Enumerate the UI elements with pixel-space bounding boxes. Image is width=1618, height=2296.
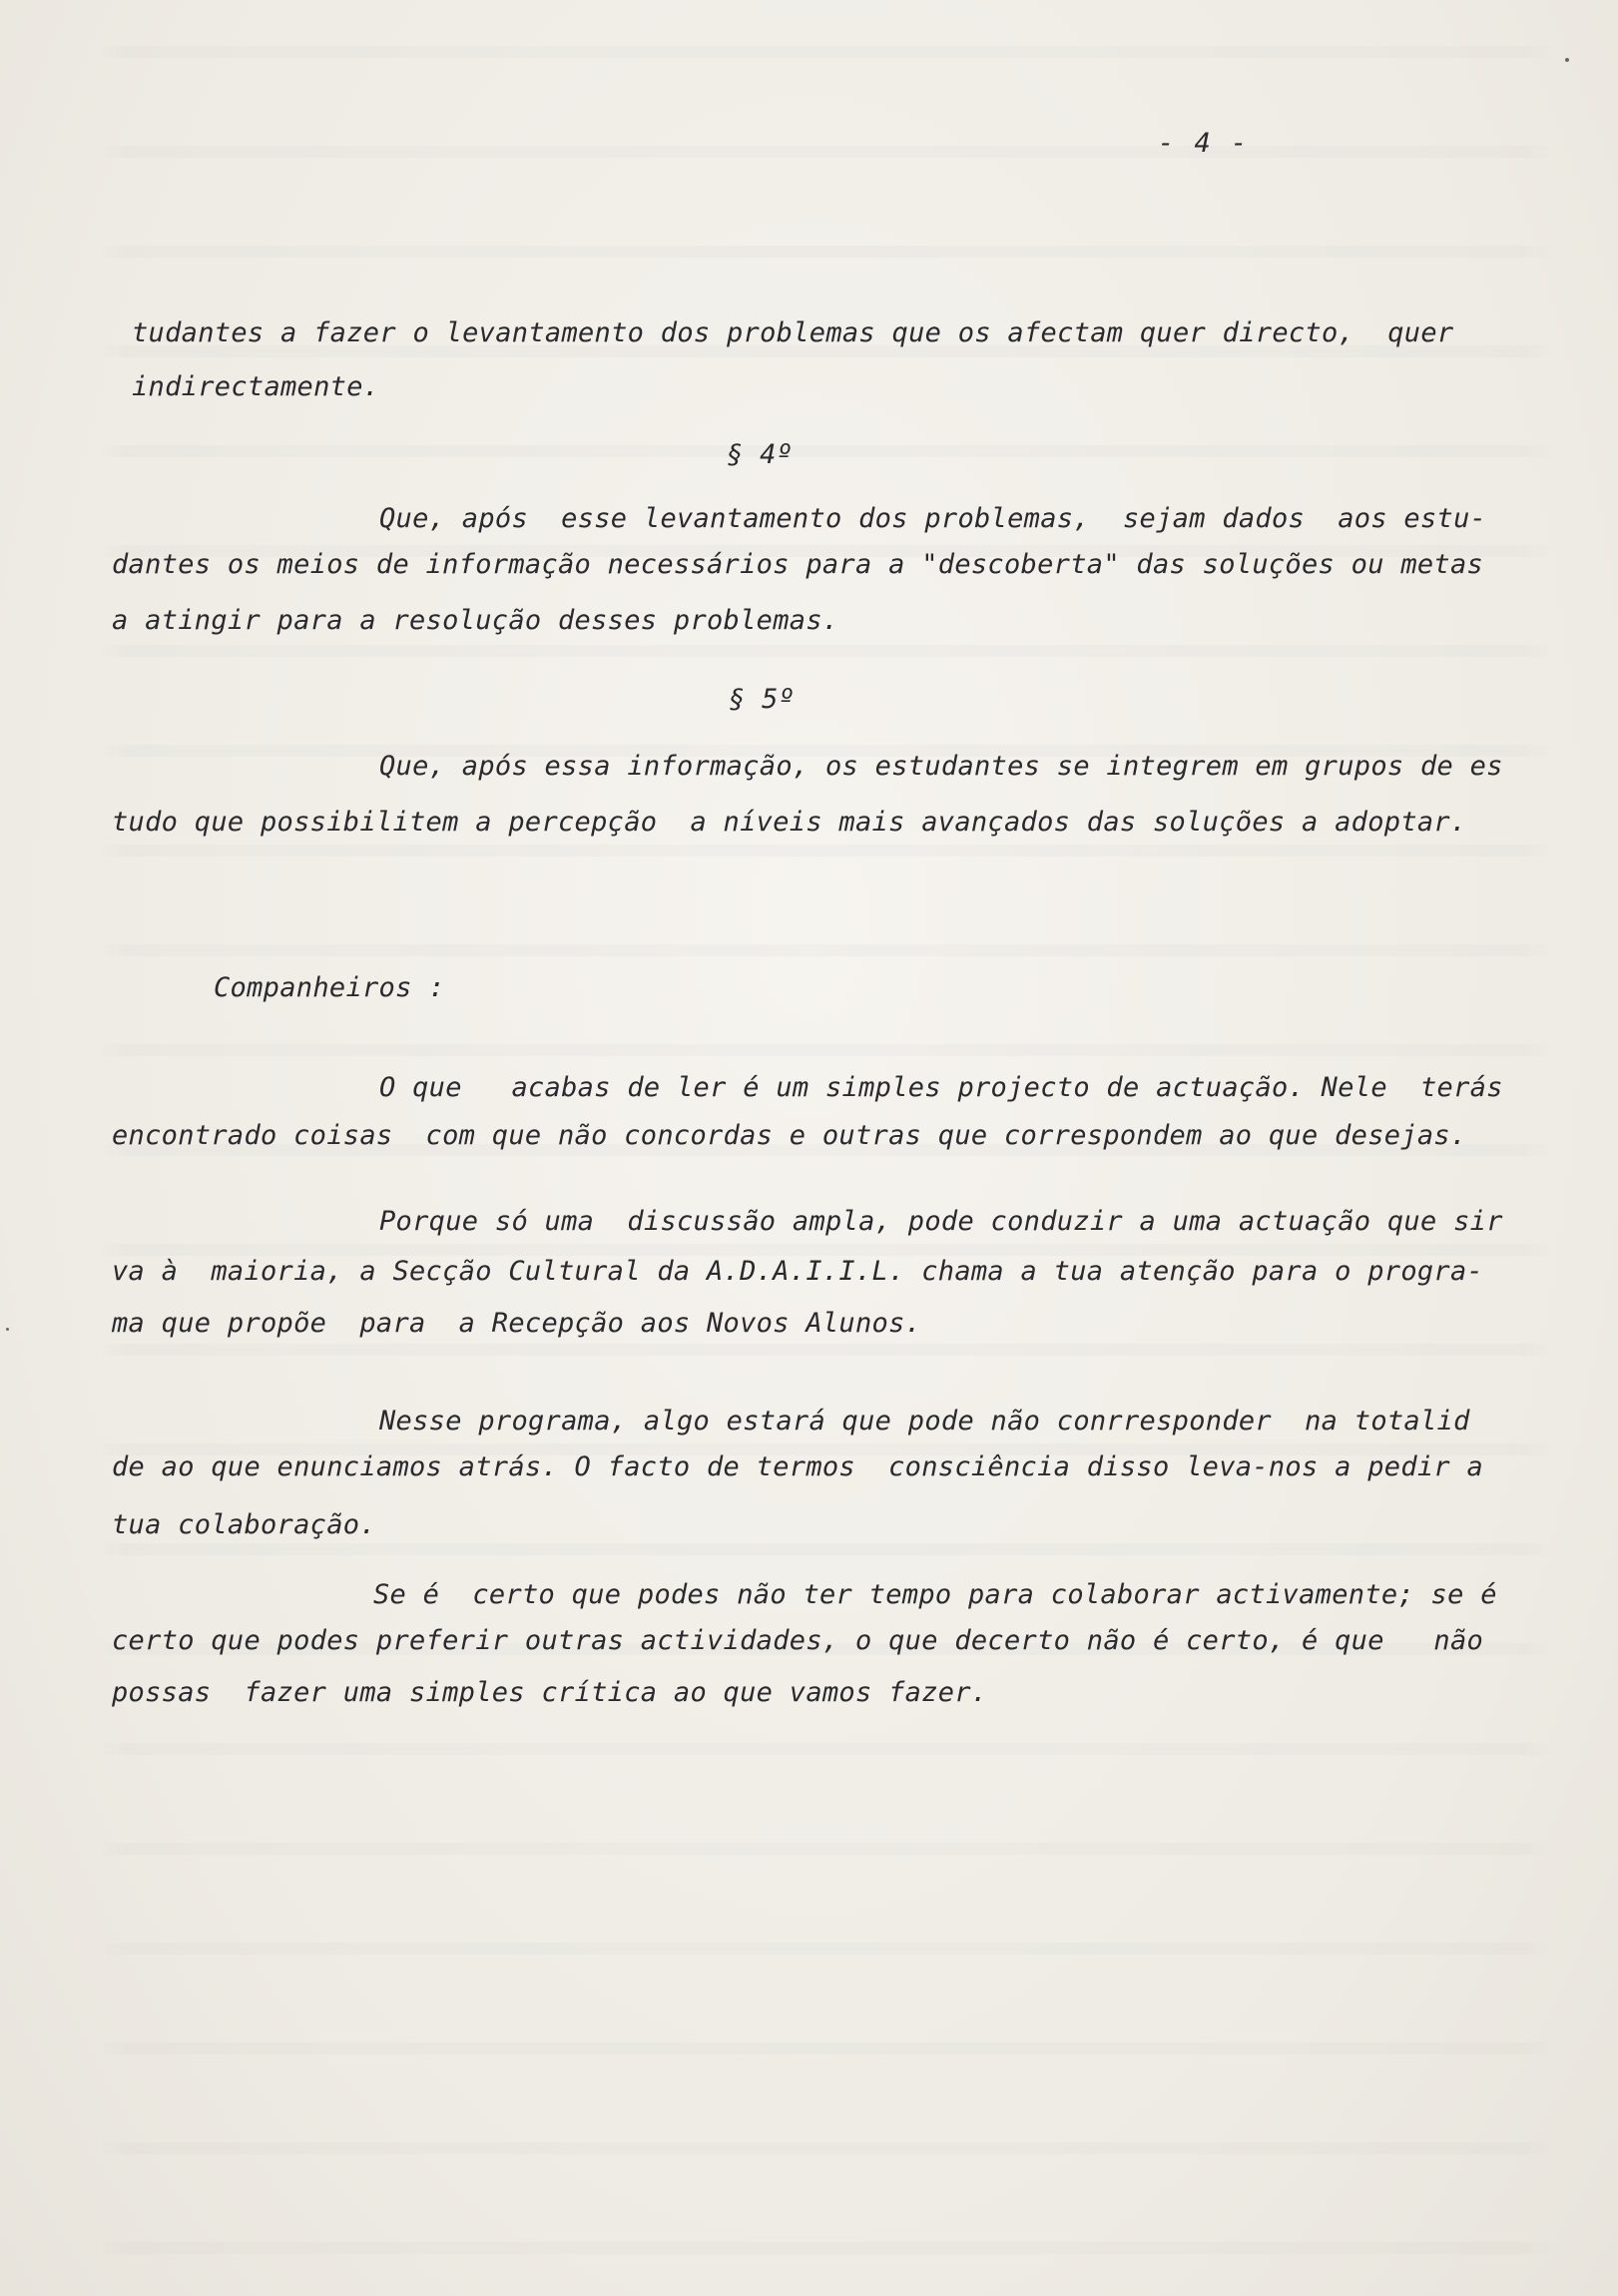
section5-line1: Que, após essa informação, os estudantes se integrem em grupos de es bbox=[379, 751, 1503, 782]
para3-line1: Porque só uma discussão ampla, pode conduzir a uma actuação que sir bbox=[379, 1206, 1503, 1237]
paper-speck bbox=[1565, 58, 1569, 62]
para1-line2: indirectamente. bbox=[132, 371, 380, 402]
para4-line2: de ao que enunciamos atrás. O facto de termos consciência disso leva-nos a pedir a bbox=[112, 1451, 1484, 1482]
section-4-heading: § 4º bbox=[727, 439, 794, 470]
para5-line2: certo que podes preferir outras actividades, o que decerto não é certo, é que não bbox=[112, 1625, 1484, 1656]
page-number: - 4 - bbox=[1158, 128, 1250, 159]
section4-line3: a atingir para a resolução desses problemas. bbox=[112, 605, 839, 636]
para5-line3: possas fazer uma simples crítica ao que vamos fazer. bbox=[112, 1677, 988, 1708]
salutation: Companheiros : bbox=[214, 972, 445, 1003]
para3-line3: ma que propõe para a Recepção aos Novos Alunos. bbox=[112, 1308, 922, 1339]
section-5-heading: § 5º bbox=[729, 684, 796, 715]
para2-line2: encontrado coisas com que não concordas e outras que correspondem ao que desejas. bbox=[112, 1120, 1467, 1151]
para4-line1: Nesse programa, algo estará que pode não conrresponder na totalid bbox=[379, 1406, 1470, 1436]
para1-line1: tudantes a fazer o levantamento dos problemas que os afectam quer directo, quer bbox=[132, 317, 1454, 348]
para2-line1: O que acabas de ler é um simples projecto de actuação. Nele terás bbox=[379, 1072, 1503, 1103]
section4-line2: dantes os meios de informação necessários para a "descoberta" das soluções ou metas bbox=[112, 549, 1484, 580]
para4-line3: tua colaboração. bbox=[112, 1509, 376, 1540]
section4-line1: Que, após esse levantamento dos problemas, sejam dados aos estu- bbox=[379, 503, 1487, 534]
para5-line1: Se é certo que podes não ter tempo para colaborar activamente; se é bbox=[373, 1579, 1497, 1610]
section5-line2: tudo que possibilitem a percepção a níveis mais avançados das soluções a adoptar. bbox=[112, 807, 1467, 838]
para3-line2: va à maioria, a Secção Cultural da A.D.A.I.I.L. chama a tua atenção para o progra- bbox=[112, 1256, 1484, 1287]
paper-speck bbox=[6, 1328, 9, 1331]
